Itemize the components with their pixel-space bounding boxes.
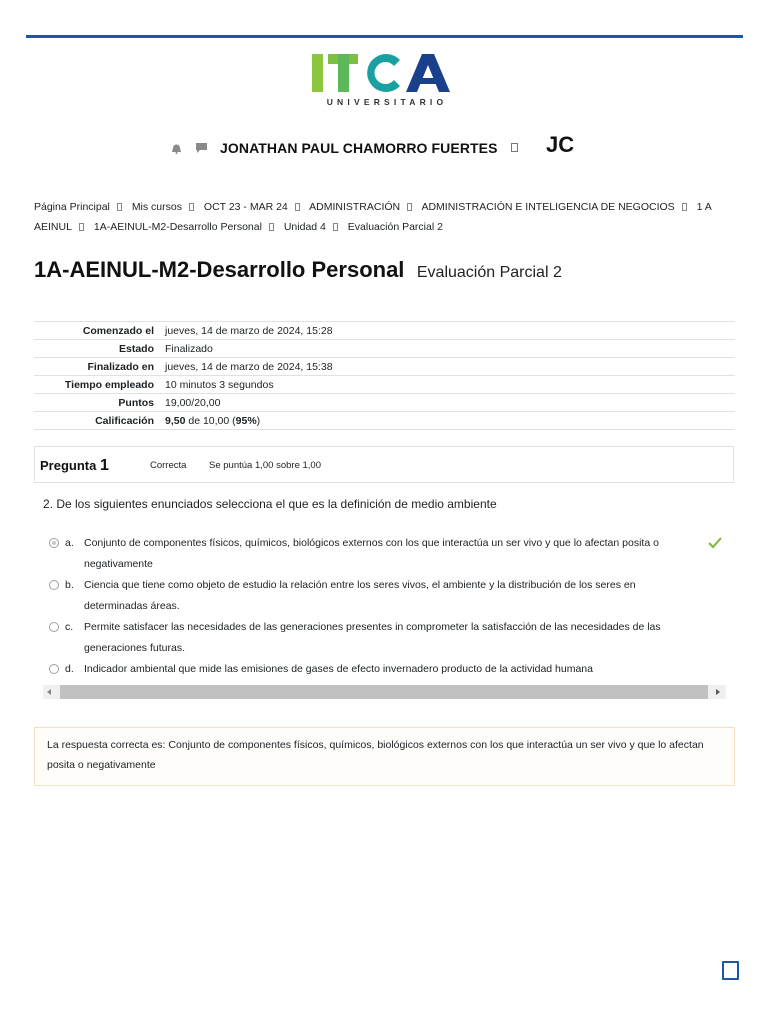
breadcrumb-item-current[interactable]: Evaluación Parcial 2 bbox=[347, 221, 443, 233]
top-accent-line bbox=[26, 35, 743, 38]
summary-label: Comenzado el bbox=[34, 322, 165, 340]
user-bar bbox=[0, 132, 768, 162]
breadcrumb-separator-icon bbox=[682, 203, 687, 211]
breadcrumb-item[interactable]: 1A-AEINUL-M2-Desarrollo Personal bbox=[93, 221, 262, 233]
breadcrumb-separator-icon bbox=[269, 223, 274, 231]
grade-value bbox=[165, 412, 735, 430]
grade-of: de 10,00 ( bbox=[185, 414, 236, 427]
breadcrumb-separator-icon bbox=[117, 203, 122, 211]
summary-row bbox=[34, 394, 735, 412]
breadcrumb-item[interactable]: ADMINISTRACIÓN E INTELIGENCIA DE NEGOCIOS bbox=[421, 201, 675, 213]
answer-option-c bbox=[44, 617, 726, 659]
answer-letter: c. bbox=[65, 621, 74, 633]
question-state: Correcta bbox=[150, 460, 187, 471]
breadcrumb-item[interactable]: Mis cursos bbox=[131, 201, 182, 213]
answer-text: Ciencia que tiene como objeto de estudio la relación entre los seres vivos, el ambiente y la distribución de los seres en determinadas áreas. bbox=[84, 579, 636, 612]
answer-option-a bbox=[44, 533, 726, 575]
grade-label: Calificación bbox=[34, 412, 165, 430]
message-icon[interactable] bbox=[196, 141, 207, 159]
answer-text: Indicador ambiental que mide las emisiones de gases de efecto invernadero producto de la actividad humana bbox=[84, 663, 593, 675]
breadcrumb-separator-icon bbox=[79, 223, 84, 231]
summary-value: 10 minutos 3 segundos bbox=[165, 376, 735, 394]
scroll-left-arrow-icon[interactable] bbox=[47, 689, 51, 695]
question-label bbox=[40, 457, 109, 475]
horizontal-scrollbar[interactable] bbox=[43, 685, 726, 699]
summary-label: Tiempo empleado bbox=[34, 376, 165, 394]
breadcrumb-item[interactable]: Unidad 4 bbox=[283, 221, 326, 233]
grade-close: ) bbox=[256, 414, 261, 427]
question-number: 1 bbox=[99, 457, 109, 474]
summary-value: jueves, 14 de marzo de 2024, 15:38 bbox=[165, 358, 735, 376]
answer-text: Conjunto de componentes físicos, químicos, biológicos externos con los que interactúa un ser vivo y que lo afectan posita o negativamente bbox=[84, 537, 659, 570]
breadcrumb-separator-icon bbox=[295, 203, 300, 211]
user-menu-caret-icon[interactable] bbox=[511, 143, 518, 152]
summary-row bbox=[34, 376, 735, 394]
page-title: 1A-AEINUL-M2-Desarrollo Personal bbox=[34, 257, 405, 282]
correct-check-icon bbox=[708, 536, 722, 557]
answer-option-b bbox=[44, 575, 726, 617]
summary-row-grade bbox=[34, 412, 735, 430]
answer-radio-b[interactable] bbox=[49, 580, 59, 590]
answer-text: Permite satisfacer las necesidades de las generaciones presentes in comprometer la satisfacción de las necesidades de las generaciones futuras. bbox=[84, 621, 661, 654]
breadcrumb-item[interactable]: 1 A AEINUL bbox=[34, 201, 712, 233]
question-grade: Se puntúa 1,00 sobre 1,00 bbox=[209, 460, 321, 471]
summary-label: Puntos bbox=[34, 394, 165, 412]
breadcrumb-separator-icon bbox=[189, 203, 194, 211]
answer-letter: a. bbox=[65, 537, 74, 549]
summary-label: Estado bbox=[34, 340, 165, 358]
breadcrumb-item[interactable]: ADMINISTRACIÓN bbox=[309, 201, 401, 213]
grade-score: 9,50 bbox=[165, 414, 186, 427]
summary-label: Finalizado en bbox=[34, 358, 165, 376]
scrollbar-thumb[interactable] bbox=[60, 685, 708, 699]
answer-radio-d[interactable] bbox=[49, 664, 59, 674]
attempt-summary-table bbox=[34, 321, 735, 430]
feedback-text: La respuesta correcta es: Conjunto de componentes físicos, químicos, biológicos externos con los que interactúa un ser vivo y que lo afectan posita o negativamente bbox=[47, 739, 704, 771]
logo-subtext: UNIVERSITARIO bbox=[326, 97, 448, 107]
page-subtitle: Evaluación Parcial 2 bbox=[416, 264, 562, 281]
summary-value: 19,00/20,00 bbox=[165, 394, 735, 412]
question-text: 2. De los siguientes enunciados selecciona el que es la definición de medio ambiente bbox=[43, 497, 497, 511]
scroll-right-arrow-icon[interactable] bbox=[716, 689, 720, 695]
answer-letter: b. bbox=[65, 579, 74, 591]
answer-radio-a[interactable] bbox=[49, 538, 59, 548]
correct-answer-feedback bbox=[34, 727, 735, 786]
grade-percent: 95% bbox=[235, 414, 257, 427]
summary-value: jueves, 14 de marzo de 2024, 15:28 bbox=[165, 322, 735, 340]
notification-bell-icon[interactable] bbox=[171, 141, 182, 159]
answer-radio-c[interactable] bbox=[49, 622, 59, 632]
summary-row bbox=[34, 358, 735, 376]
breadcrumb-item[interactable]: OCT 23 - MAR 24 bbox=[203, 201, 288, 213]
page-header bbox=[34, 257, 562, 283]
answer-option-d bbox=[44, 659, 726, 680]
question-label-text: Pregunta bbox=[40, 458, 97, 473]
user-avatar-initials[interactable]: JC bbox=[546, 132, 575, 157]
breadcrumb-separator-icon bbox=[407, 203, 412, 211]
summary-value: Finalizado bbox=[165, 340, 735, 358]
summary-row bbox=[34, 322, 735, 340]
breadcrumb bbox=[34, 197, 734, 237]
answer-list bbox=[44, 533, 726, 680]
breadcrumb-item[interactable]: Página Principal bbox=[34, 201, 110, 213]
page-corner-square-icon[interactable] bbox=[722, 961, 739, 980]
question-info-box bbox=[34, 446, 734, 483]
summary-row bbox=[34, 340, 735, 358]
user-name[interactable]: JONATHAN PAUL CHAMORRO FUERTES bbox=[220, 140, 498, 156]
answer-letter: d. bbox=[65, 663, 74, 675]
breadcrumb-separator-icon bbox=[333, 223, 338, 231]
